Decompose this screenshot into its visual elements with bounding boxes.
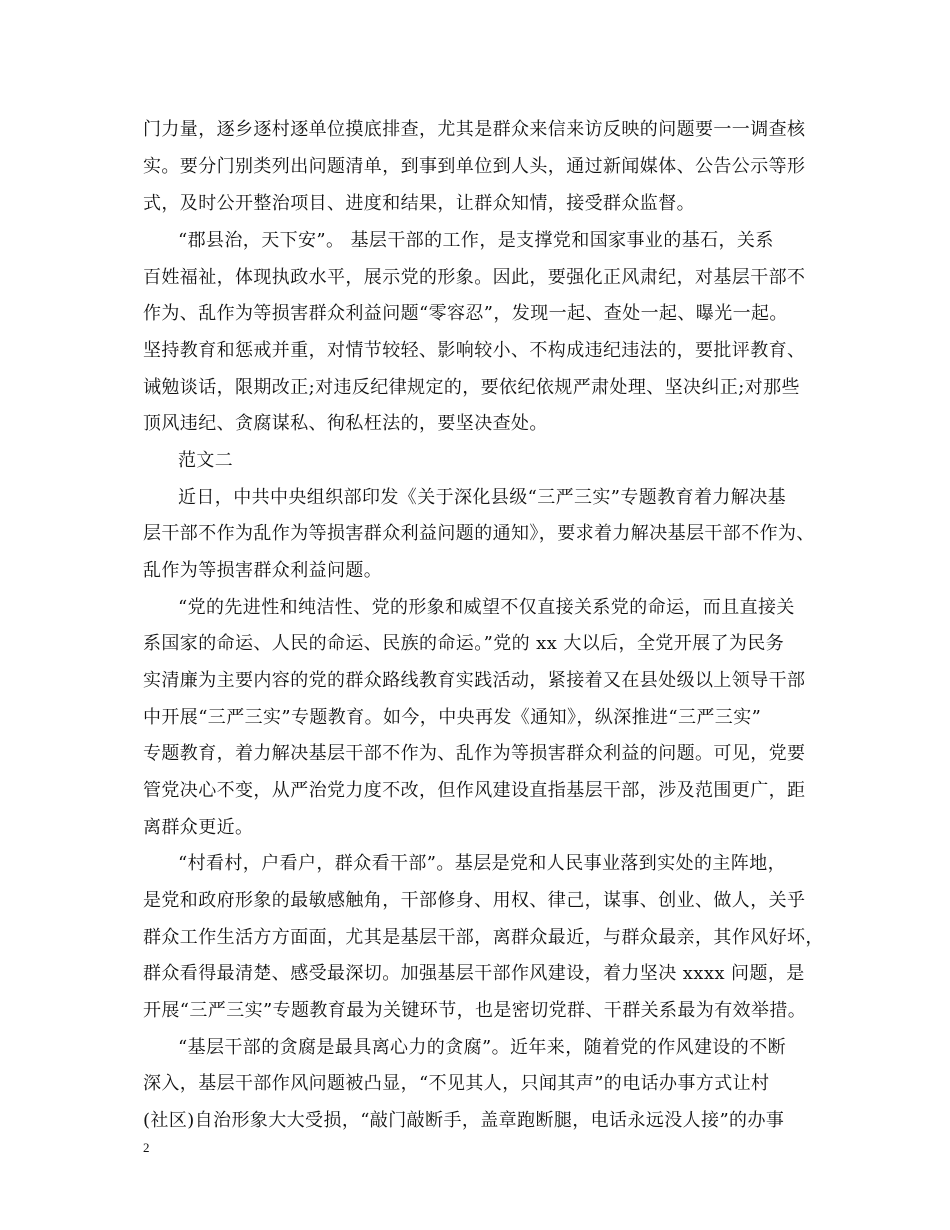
text-line: 开展“三严三实”专题教育最为关键环节，也是密切党群、干群关系最为有效举措。 xyxy=(143,1000,807,1021)
text-line: 坚持教育和惩戒并重，对情节较轻、影响较小、不构成违纪违法的，要批评教育、 xyxy=(143,340,806,361)
text-line: 近日，中共中央组织部印发《关于深化县级“三严三实”专题教育着力解决基 xyxy=(178,487,787,508)
text-line: “党的先进性和纯洁性、党的形象和威望不仅直接关系党的命运，而且直接关 xyxy=(178,597,795,618)
page-number: 2 xyxy=(143,1140,150,1155)
text-line: 诫勉谈话，限期改正;对违反纪律规定的，要依纪依规严肃处理、坚决纠正;对那些 xyxy=(143,377,800,398)
text-line: “郡县治，天下安”。 基层干部的工作，是支撑党和国家事业的基石，关系 xyxy=(178,230,774,251)
section-heading: 范文二 xyxy=(178,450,234,471)
text-line: 式，及时公开整治项目、进度和结果，让群众知情，接受群众监督。 xyxy=(143,193,695,214)
text-line: 实清廉为主要内容的党的群众路线教育实践活动，紧接着又在县处级以上领导干部 xyxy=(143,670,806,691)
text-line: 作为、乱作为等损害群众利益问题“零容忍”，发现一起、查处一起、曝光一起。 xyxy=(143,303,788,324)
text-line: 层干部不作为乱作为等损害群众利益问题的通知》，要求着力解决基层干部不作为、 xyxy=(143,523,815,544)
text-line: 中开展“三严三实”专题教育。如今，中央再发《通知》，纵深推进“三严三实” xyxy=(143,707,762,728)
text-line: 乱作为等损害群众利益问题。 xyxy=(143,560,383,581)
text-line: 实。要分门别类列出问题清单，到事到单位到人头，通过新闻媒体、公告公示等形 xyxy=(143,156,806,177)
text-line: 离群众更近。 xyxy=(143,817,254,838)
text-line: (社区)自治形象大大受损，“敲门敲断手，盖章跑断腿，电话永远没人接”的办事 xyxy=(143,1110,785,1131)
text-line: “村看村，户看户，群众看干部”。基层是党和人民事业落到实处的主阵地， xyxy=(178,853,787,874)
text-line: “基层干部的贪腐是最具离心力的贪腐”。近年来，随着党的作风建设的不断 xyxy=(178,1037,787,1058)
text-line: 百姓福祉，体现执政水平，展示党的形象。因此，要强化正风肃纪，对基层干部不 xyxy=(143,267,806,288)
text-line: 专题教育，着力解决基层干部不作为、乱作为等损害群众利益的问题。可见，党要 xyxy=(143,743,806,764)
text-line: 顶风违纪、贪腐谋私、徇私枉法的，要坚决查处。 xyxy=(143,413,548,434)
text-line: 深入，基层干部作风问题被凸显，“不见其人，只闻其声”的电话办事方式让村 xyxy=(143,1073,770,1094)
text-line: 群众看得最清楚、感受最深切。加强基层干部作风建设，着力坚决 xxxx 问题，是 xyxy=(143,963,805,984)
text-line: 门力量，逐乡逐村逐单位摸底排查，尤其是群众来信来访反映的问题要一一调查核 xyxy=(143,119,806,140)
text-line: 管党决心不变，从严治党力度不改，但作风建设直指基层干部，涉及范围更广，距 xyxy=(143,780,806,801)
text-line: 系国家的命运、人民的命运、民族的命运。”党的 xx 大以后，全党开展了为民务 xyxy=(143,633,785,654)
text-line: 是党和政府形象的最敏感触角，干部修身、用权、律己，谋事、创业、做人，关乎 xyxy=(143,890,806,911)
text-line: 群众工作生活方方面面，尤其是基层干部，离群众最近，与群众最亲，其作风好坏， xyxy=(143,927,824,948)
